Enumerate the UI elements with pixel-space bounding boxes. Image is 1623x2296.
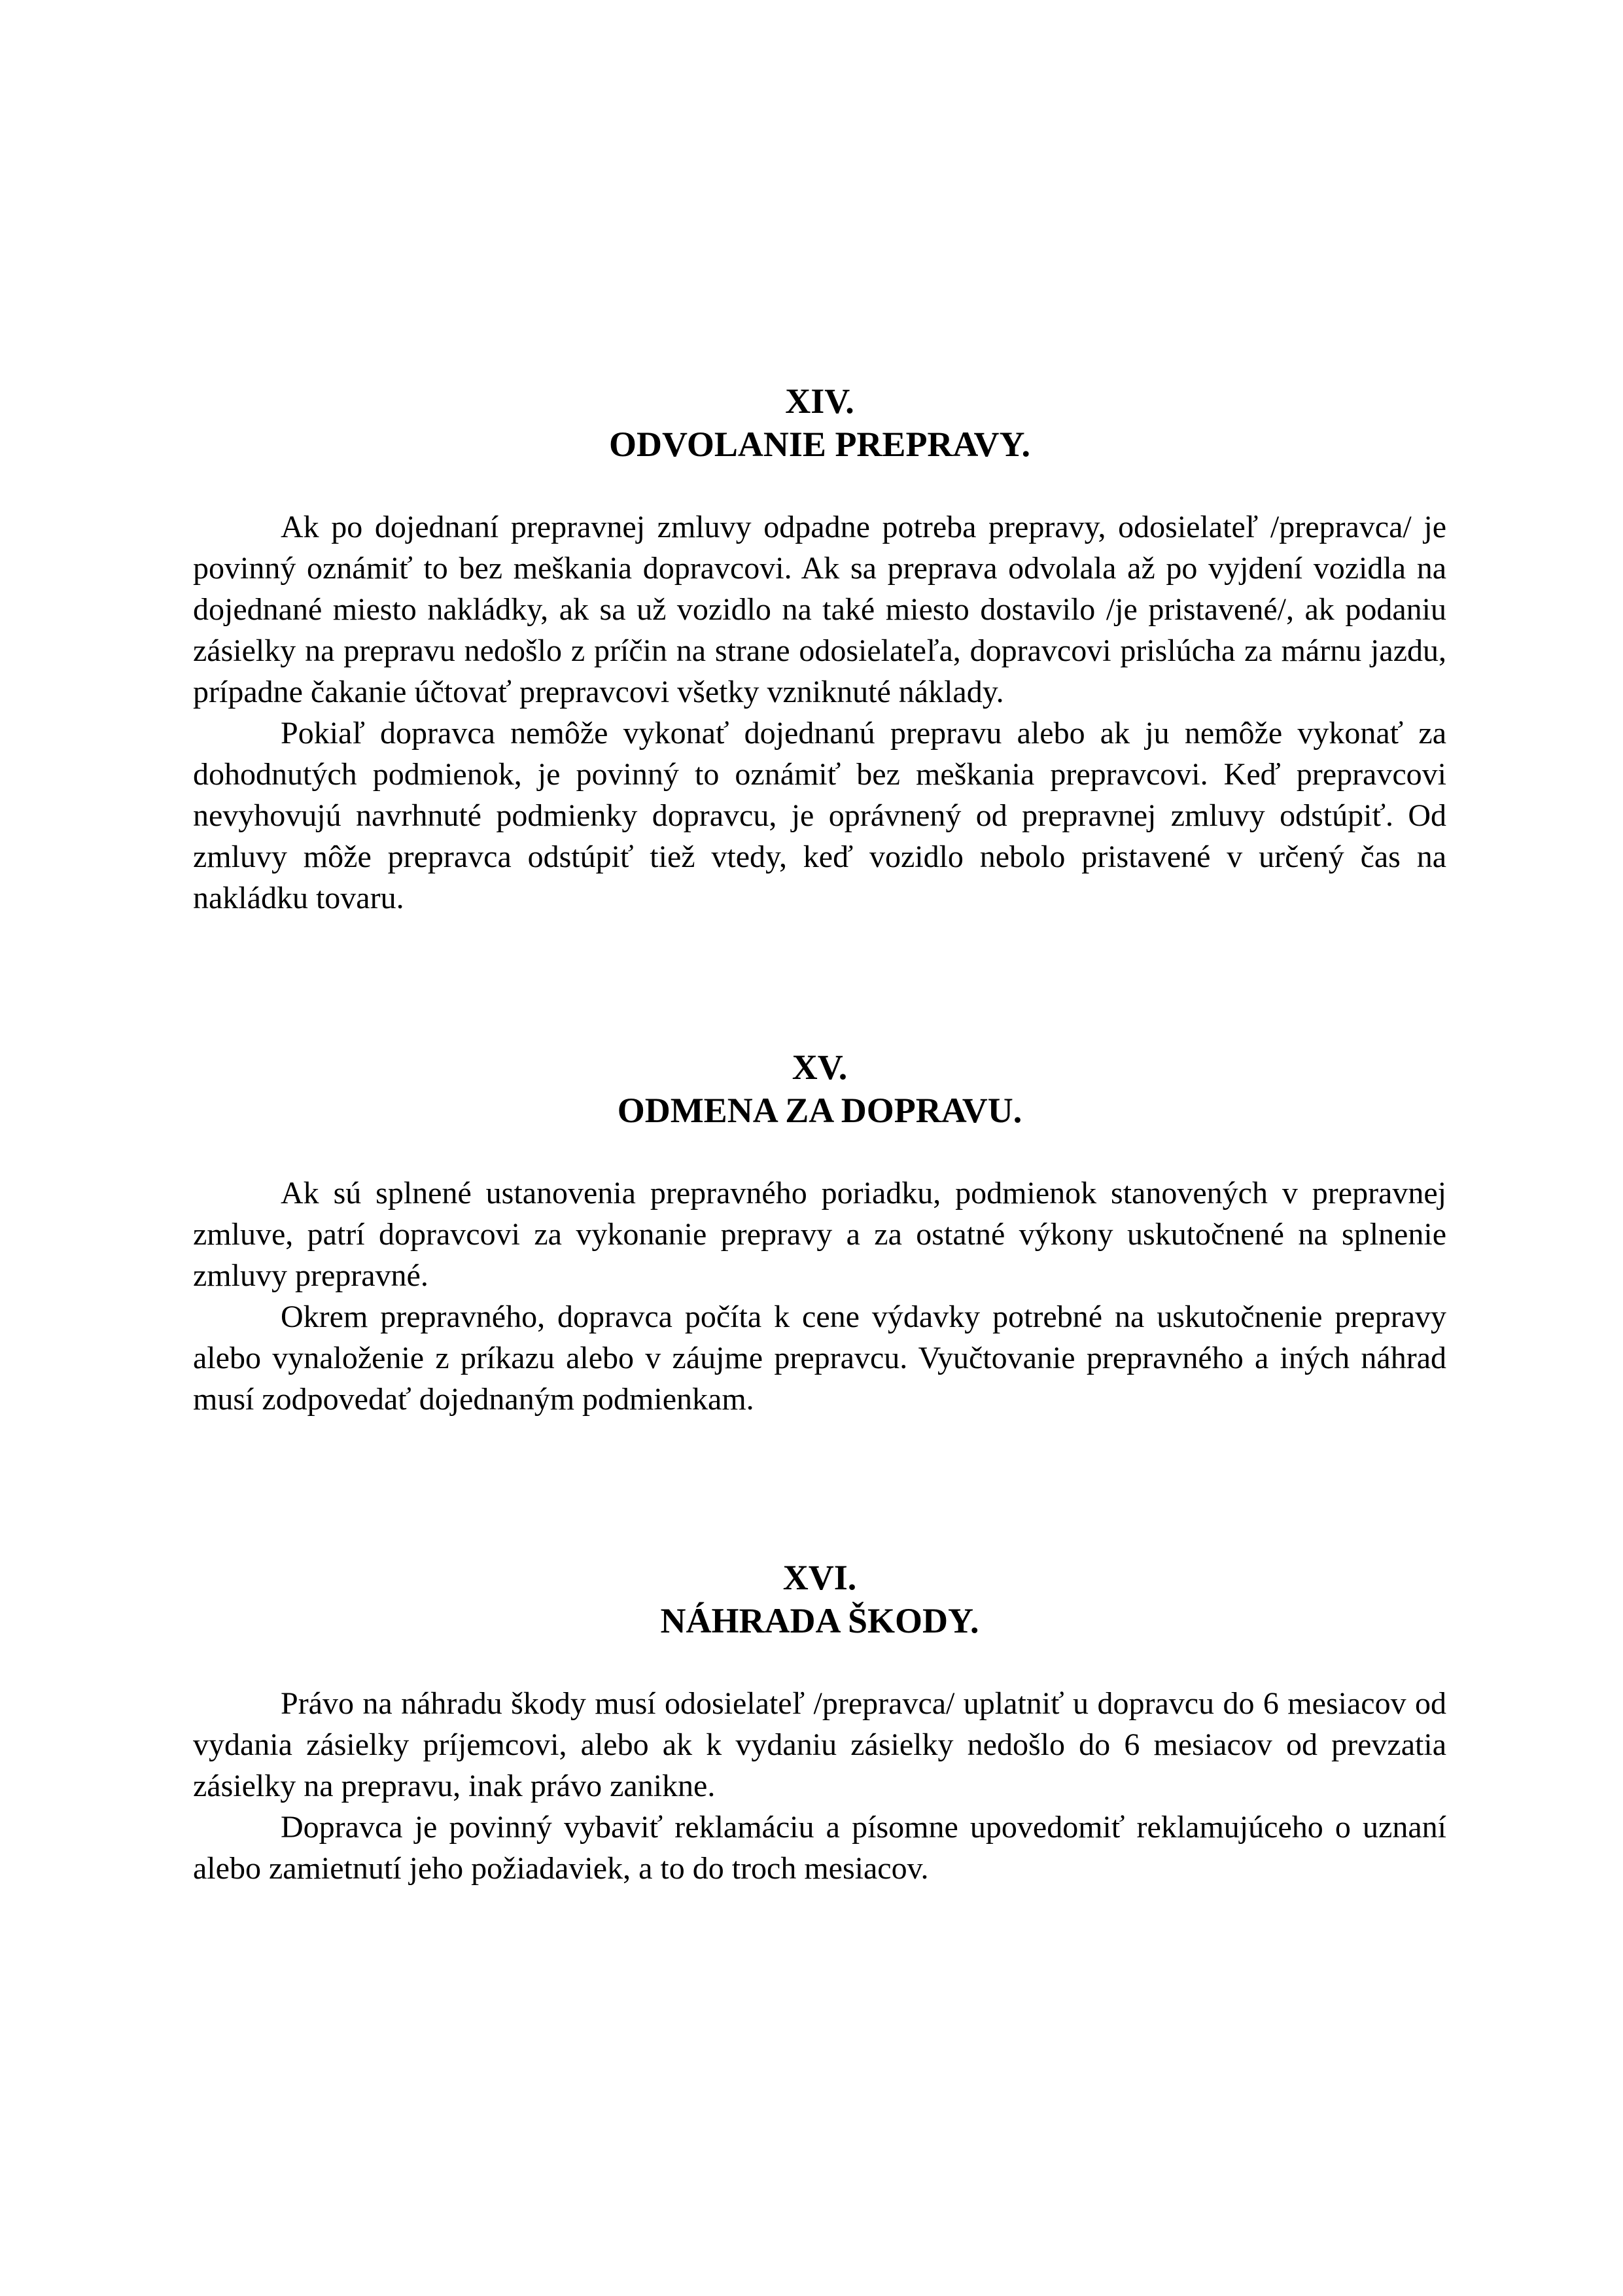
paragraph: Právo na náhradu škody musí odosielateľ /prepravca/ uplatniť u dopravcu do 6 mesiacov od vydania zásielky príjemcovi, alebo ak k vydaniu zásielky nedošlo do 6 mesiacov od prevzatia zásielky na prepravu, inak právo zanikne. [193,1686,1446,1803]
section-title: ODVOLANIE PREPRAVY. [608,425,1031,464]
paragraph: Ak sú splnené ustanovenia prepravného poriadku, podmienok stanovených v prepravnej zmluve, patrí dopravcovi za vykonanie prepravy a za ostatné výkony uskutočnené na splnenie zmluvy prepravné. [193,1176,1446,1293]
section-title: ODMENA ZA DOPRAVU. [617,1091,1022,1130]
section-number: XV. [792,1048,848,1087]
paragraph: Dopravca je povinný vybaviť reklamáciu a písomne upovedomiť reklamujúceho o uznaní alebo zamietnutí jeho požiadaviek, a to do troch mesiacov. [193,1810,1446,1886]
paragraph: Okrem prepravného, dopravca počíta k cene výdavky potrebné na uskutočnenie prepravy alebo vynaloženie z príkazu alebo v záujme prepravcu. Vyučtovanie prepravného a iných náhrad musí zodpovedať dojednaným podmienkam. [193,1299,1446,1417]
paragraph: Ak po dojednaní prepravnej zmluvy odpadne potreba prepravy, odosielateľ /prepravca/ je povinný oznámiť to bez meškania dopravcovi. Ak sa preprava odvolala až po vyjdení vozidla na dojednané miesto nakládky, ak sa už vozidlo na také miesto dostavilo /je pristavené/, ak podaniu zásielky na prepravu nedošlo z príčin na strane odosielateľa, dopravcovi prislúcha za márnu jazdu, prípadne čakanie účtovať prepravcovi všetky vzniknuté náklady. [193,510,1446,709]
section-xiv [193,380,1446,919]
section-xvi [193,1556,1446,1889]
section-number: XIV. [785,381,854,421]
section-xv [193,1046,1446,1420]
paragraph: Pokiaľ dopravca nemôže vykonať dojednanú prepravu alebo ak ju nemôže vykonať za dohodnutých podmienok, je povinný to oznámiť bez meškania prepravcovi. Keď prepravcovi nevyhovujú navrhnuté podmienky dopravcu, je oprávnený od prepravnej zmluvy odstúpiť. Od zmluvy môže prepravca odstúpiť tiež vtedy, keď vozidlo nebolo pristavené v určený čas na nakládku tovaru. [193,716,1446,915]
section-title: NÁHRADA ŠKODY. [660,1601,979,1640]
section-number: XVI. [782,1558,857,1597]
